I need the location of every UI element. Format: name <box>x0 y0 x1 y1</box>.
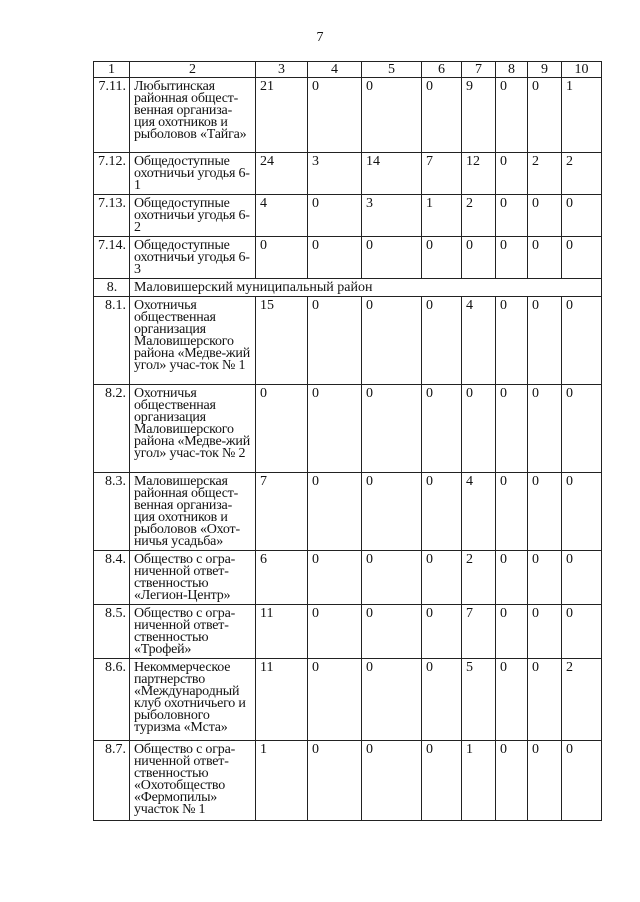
row-name: Общедоступные охотничьи угодья 6-2 <box>130 195 256 237</box>
value-cell: 0 <box>562 195 602 237</box>
value-cell: 0 <box>496 741 528 821</box>
table-row <box>94 195 602 237</box>
value-cell: 9 <box>462 78 496 153</box>
section-title: Маловишерский муниципальный район <box>130 279 602 297</box>
value-cell: 3 <box>362 195 422 237</box>
column-header: 8 <box>496 62 528 78</box>
value-cell: 11 <box>256 659 308 741</box>
value-cell: 0 <box>308 741 362 821</box>
value-cell: 0 <box>422 78 462 153</box>
row-name: Любытинская районная общест-венная организа-ция охотников и рыболовов «Тайга» <box>130 78 256 153</box>
value-cell: 0 <box>528 551 562 605</box>
value-cell: 0 <box>362 78 422 153</box>
value-cell: 0 <box>362 473 422 551</box>
value-cell: 0 <box>422 385 462 473</box>
value-cell: 0 <box>496 153 528 195</box>
row-number: 8.2. <box>94 385 130 473</box>
value-cell: 0 <box>562 237 602 279</box>
value-cell: 6 <box>256 551 308 605</box>
value-cell: 2 <box>562 659 602 741</box>
value-cell: 21 <box>256 78 308 153</box>
value-cell: 0 <box>308 551 362 605</box>
value-cell: 1 <box>462 741 496 821</box>
row-number: 8.1. <box>94 297 130 385</box>
column-header: 1 <box>94 62 130 78</box>
table-row <box>94 78 602 153</box>
value-cell: 0 <box>256 385 308 473</box>
row-name: Некоммерческое партнерство «Международный клуб охотничьего и рыболовного туризма «Мста» <box>130 659 256 741</box>
row-name: Общество с огра-ниченной ответ-ственностью «Охотобщество «Фермопилы» участок № 1 <box>130 741 256 821</box>
column-header: 5 <box>362 62 422 78</box>
value-cell: 0 <box>528 78 562 153</box>
value-cell: 0 <box>528 385 562 473</box>
value-cell: 5 <box>462 659 496 741</box>
value-cell: 0 <box>256 237 308 279</box>
value-cell: 0 <box>422 551 462 605</box>
value-cell: 4 <box>256 195 308 237</box>
value-cell: 0 <box>496 605 528 659</box>
section-row <box>94 279 602 297</box>
value-cell: 24 <box>256 153 308 195</box>
value-cell: 0 <box>562 473 602 551</box>
value-cell: 11 <box>256 605 308 659</box>
value-cell: 0 <box>422 659 462 741</box>
data-table <box>93 61 602 821</box>
column-header: 2 <box>130 62 256 78</box>
row-number: 8.4. <box>94 551 130 605</box>
value-cell: 0 <box>562 605 602 659</box>
value-cell: 0 <box>462 385 496 473</box>
row-number: 8.7. <box>94 741 130 821</box>
value-cell: 0 <box>308 297 362 385</box>
column-header: 4 <box>308 62 362 78</box>
value-cell: 0 <box>462 237 496 279</box>
value-cell: 15 <box>256 297 308 385</box>
value-cell: 2 <box>562 153 602 195</box>
value-cell: 0 <box>362 385 422 473</box>
value-cell: 1 <box>422 195 462 237</box>
column-header: 6 <box>422 62 462 78</box>
page-number: 7 <box>316 30 324 45</box>
value-cell: 0 <box>362 741 422 821</box>
value-cell: 3 <box>308 153 362 195</box>
table-row <box>94 551 602 605</box>
section-number: 8. <box>94 279 130 297</box>
table-row <box>94 237 602 279</box>
value-cell: 0 <box>362 551 422 605</box>
table-row <box>94 473 602 551</box>
value-cell: 0 <box>308 605 362 659</box>
column-header: 3 <box>256 62 308 78</box>
value-cell: 0 <box>308 237 362 279</box>
header-row <box>94 62 602 78</box>
value-cell: 0 <box>496 237 528 279</box>
row-name: Маловишерская районная общест-венная организа-ция охотников и рыболовов «Охот-ничья усадьба» <box>130 473 256 551</box>
value-cell: 0 <box>362 605 422 659</box>
row-number: 7.12. <box>94 153 130 195</box>
row-name: Охотничья общественная организация Маловишерского района «Медве-жий угол» учас-ток № 2 <box>130 385 256 473</box>
column-header: 9 <box>528 62 562 78</box>
value-cell: 0 <box>528 605 562 659</box>
table-row <box>94 605 602 659</box>
value-cell: 0 <box>308 385 362 473</box>
value-cell: 0 <box>362 659 422 741</box>
value-cell: 4 <box>462 297 496 385</box>
value-cell: 0 <box>308 659 362 741</box>
value-cell: 0 <box>496 659 528 741</box>
table-row <box>94 385 602 473</box>
value-cell: 0 <box>528 297 562 385</box>
row-number: 8.6. <box>94 659 130 741</box>
value-cell: 7 <box>462 605 496 659</box>
value-cell: 0 <box>496 551 528 605</box>
value-cell: 1 <box>256 741 308 821</box>
row-name: Охотничья общественная организация Маловишерского района «Медве-жий угол» учас-ток № 1 <box>130 297 256 385</box>
value-cell: 0 <box>362 237 422 279</box>
value-cell: 0 <box>528 659 562 741</box>
value-cell: 0 <box>528 237 562 279</box>
table-row <box>94 741 602 821</box>
value-cell: 7 <box>256 473 308 551</box>
value-cell: 0 <box>562 741 602 821</box>
value-cell: 2 <box>528 153 562 195</box>
table-row <box>94 659 602 741</box>
row-name: Общедоступные охотничьи угодья 6-3 <box>130 237 256 279</box>
value-cell: 0 <box>496 385 528 473</box>
value-cell: 0 <box>308 195 362 237</box>
value-cell: 14 <box>362 153 422 195</box>
value-cell: 0 <box>422 473 462 551</box>
value-cell: 0 <box>422 741 462 821</box>
value-cell: 0 <box>422 297 462 385</box>
value-cell: 0 <box>496 195 528 237</box>
value-cell: 4 <box>462 473 496 551</box>
row-name: Общедоступные охотничьи угодья 6-1 <box>130 153 256 195</box>
row-number: 8.5. <box>94 605 130 659</box>
value-cell: 7 <box>422 153 462 195</box>
value-cell: 0 <box>528 195 562 237</box>
value-cell: 12 <box>462 153 496 195</box>
value-cell: 1 <box>562 78 602 153</box>
table-row <box>94 297 602 385</box>
value-cell: 0 <box>496 78 528 153</box>
value-cell: 0 <box>496 473 528 551</box>
table-row <box>94 153 602 195</box>
column-header: 7 <box>462 62 496 78</box>
row-number: 7.11. <box>94 78 130 153</box>
value-cell: 0 <box>528 473 562 551</box>
row-name: Общество с огра-ниченной ответ-ственностью «Трофей» <box>130 605 256 659</box>
value-cell: 0 <box>422 237 462 279</box>
row-name: Общество с огра-ниченной ответ-ственностью «Легион-Центр» <box>130 551 256 605</box>
value-cell: 0 <box>496 297 528 385</box>
value-cell: 0 <box>562 385 602 473</box>
value-cell: 2 <box>462 195 496 237</box>
value-cell: 0 <box>308 78 362 153</box>
value-cell: 0 <box>528 741 562 821</box>
row-number: 8.3. <box>94 473 130 551</box>
column-header: 10 <box>562 62 602 78</box>
row-number: 7.14. <box>94 237 130 279</box>
value-cell: 0 <box>562 297 602 385</box>
value-cell: 0 <box>562 551 602 605</box>
value-cell: 0 <box>422 605 462 659</box>
row-number: 7.13. <box>94 195 130 237</box>
value-cell: 0 <box>308 473 362 551</box>
value-cell: 0 <box>362 297 422 385</box>
value-cell: 2 <box>462 551 496 605</box>
